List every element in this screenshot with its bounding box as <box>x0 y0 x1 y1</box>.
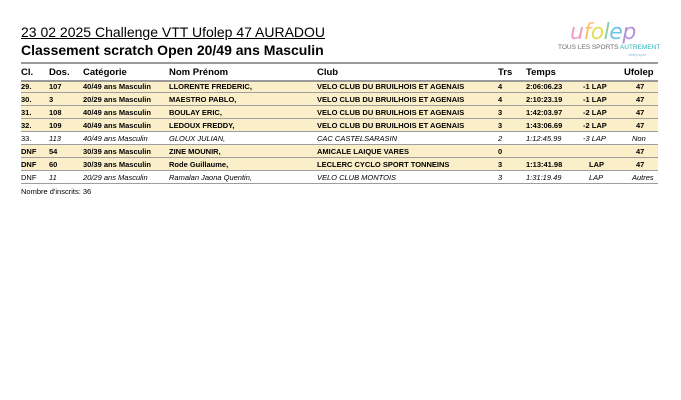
club-cell: VELO CLUB DU BRUILHOIS ET AGENAIS <box>317 119 498 132</box>
time-cell: 1:42:03.97 <box>526 106 577 119</box>
gap-cell: -3 LAP <box>577 132 624 145</box>
rank-cell: 29. <box>21 80 49 93</box>
table-row <box>21 93 658 106</box>
table-row <box>21 145 658 158</box>
club-cell: VELO CLUB DU BRUILHOIS ET AGENAIS <box>317 80 498 93</box>
ranking-subtitle: Classement scratch Open 20/49 ans Masculin <box>21 42 324 58</box>
category-cell: 40/49 ans Masculin <box>83 132 169 145</box>
laps-cell: 3 <box>498 171 526 184</box>
rank-cell: DNF <box>21 171 49 184</box>
laps-cell: 2 <box>498 132 526 145</box>
rank-cell: 30. <box>21 93 49 106</box>
ufolep-cell: 47 <box>624 158 658 171</box>
rider-name-cell: MAESTRO PABLO, <box>169 93 317 106</box>
rider-name-cell: GLOUX JULIAN, <box>169 132 317 145</box>
rider-name-cell: LLORENTE FREDERIC, <box>169 80 317 93</box>
results-table <box>21 64 658 184</box>
col-header-name: Nom Prénom <box>169 66 229 78</box>
club-cell: AMICALE LAIQUE VARES <box>317 145 498 158</box>
col-header-category: Catégorie <box>83 66 127 78</box>
table-header-row <box>21 64 658 80</box>
laps-cell: 4 <box>498 93 526 106</box>
bib-cell: 113 <box>49 132 83 145</box>
club-cell: VELO CLUB DU BRUILHOIS ET AGENAIS <box>317 93 498 106</box>
bib-cell: 11 <box>49 171 83 184</box>
rank-cell: DNF <box>21 158 49 171</box>
ufolep-cell: 47 <box>624 145 658 158</box>
gap-cell: -2 LAP <box>577 119 624 132</box>
bib-cell: 107 <box>49 80 83 93</box>
logo-tagline-accent: AUTREMENT <box>619 44 661 51</box>
time-cell: 1:13:41.98 <box>526 158 577 171</box>
header-bottom-rule <box>21 80 658 82</box>
gap-cell: -1 LAP <box>577 93 624 106</box>
rider-name-cell: Rode Guillaume, <box>169 158 317 171</box>
ufolep-cell: 47 <box>624 119 658 132</box>
rank-cell: 31. <box>21 106 49 119</box>
rank-cell: DNF <box>21 145 49 158</box>
table-row <box>21 171 658 184</box>
gap-cell: -2 LAP <box>577 106 624 119</box>
logo-small-text: ufolep.sport <box>628 53 647 57</box>
laps-cell: 4 <box>498 80 526 93</box>
col-header-ufolep: Ufolep <box>624 66 654 78</box>
col-header-bib: Dos. <box>49 66 70 78</box>
laps-cell: 3 <box>498 119 526 132</box>
ufolep-cell: 47 <box>624 106 658 119</box>
logo-letter: l <box>603 20 610 45</box>
category-cell: 40/49 ans Masculin <box>83 80 169 93</box>
logo-letter: p <box>622 20 636 45</box>
logo-letter: e <box>609 20 623 45</box>
category-cell: 20/29 ans Masculin <box>83 93 169 106</box>
category-cell: 40/49 ans Masculin <box>83 119 169 132</box>
col-header-club: Club <box>317 66 339 78</box>
category-cell: 20/29 ans Masculin <box>83 171 169 184</box>
time-cell: 1:31:19.49 <box>526 171 577 184</box>
table-row <box>21 119 658 132</box>
category-cell: 30/39 ans Masculin <box>83 145 169 158</box>
club-cell: CAC CASTELSARASIN <box>317 132 498 145</box>
rider-name-cell: Ramalan Jaona Quentin, <box>169 171 317 184</box>
gap-cell: LAP <box>577 158 624 171</box>
ufolep-logo <box>556 20 662 60</box>
club-cell: LECLERC CYCLO SPORT TONNEINS <box>317 158 498 171</box>
logo-tagline-main: TOUS LES SPORTS <box>558 44 619 51</box>
time-cell: 1:43:06.69 <box>526 119 577 132</box>
club-cell: VELO CLUB MONTOIS <box>317 171 498 184</box>
laps-cell: 3 <box>498 158 526 171</box>
logo-letter: f <box>583 20 591 45</box>
time-cell: 2:06:06.23 <box>526 80 577 93</box>
event-title: 23 02 2025 Challenge VTT Ufolep 47 AURADOU <box>21 24 326 40</box>
logo-letter: u <box>570 20 584 45</box>
bib-cell: 3 <box>49 93 83 106</box>
registrant-count: Nombre d'inscrits: 36 <box>21 187 92 196</box>
ufolep-cell: 47 <box>624 80 658 93</box>
gap-cell: LAP <box>577 171 624 184</box>
col-header-time: Temps <box>526 66 556 78</box>
logo-wordmark <box>570 20 636 46</box>
logo-tagline <box>558 44 660 52</box>
bib-cell: 54 <box>49 145 83 158</box>
laps-cell: 0 <box>498 145 526 158</box>
bib-cell: 60 <box>49 158 83 171</box>
rank-cell: 33. <box>21 132 49 145</box>
bib-cell: 109 <box>49 119 83 132</box>
ufolep-cell: Non <box>624 132 658 145</box>
time-cell: 2:10:23.19 <box>526 93 577 106</box>
rank-cell: 32. <box>21 119 49 132</box>
logo-letter: o <box>590 20 604 45</box>
col-header-gap <box>577 64 624 80</box>
rider-name-cell: LEDOUX FREDDY, <box>169 119 317 132</box>
time-cell: 1:12:45.99 <box>526 132 577 145</box>
rider-name-cell: BOULAY ERIC, <box>169 106 317 119</box>
club-cell: VELO CLUB DU BRUILHOIS ET AGENAIS <box>317 106 498 119</box>
time-cell <box>526 145 577 158</box>
ufolep-cell: Autres <box>624 171 658 184</box>
bib-cell: 108 <box>49 106 83 119</box>
col-header-rank: Cl. <box>21 66 34 78</box>
gap-cell <box>577 145 624 158</box>
category-cell: 30/39 ans Masculin <box>83 158 169 171</box>
gap-cell: -1 LAP <box>577 80 624 93</box>
table-row <box>21 106 658 119</box>
rider-name-cell: ZINE MOUNIR, <box>169 145 317 158</box>
category-cell: 40/49 ans Masculin <box>83 106 169 119</box>
table-row <box>21 158 658 171</box>
laps-cell: 3 <box>498 106 526 119</box>
col-header-laps: Trs <box>498 66 513 78</box>
table-row <box>21 132 658 145</box>
table-row <box>21 80 658 93</box>
ufolep-cell: 47 <box>624 93 658 106</box>
